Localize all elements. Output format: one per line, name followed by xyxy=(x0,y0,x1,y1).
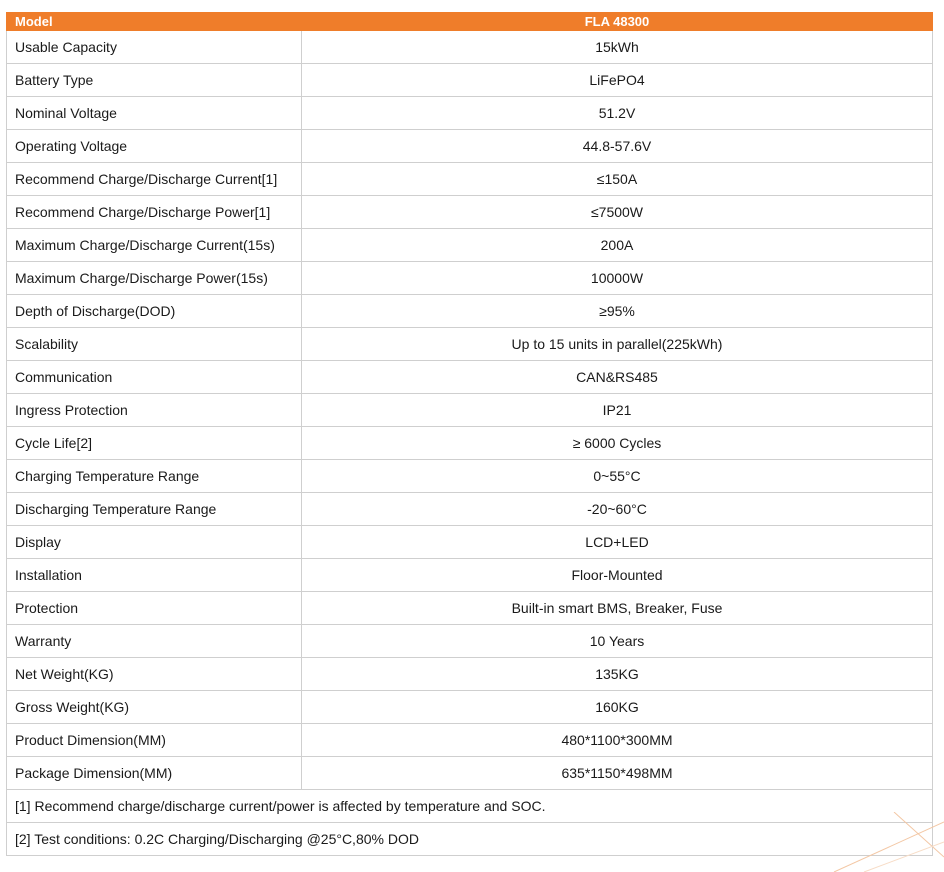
row-value: Built-in smart BMS, Breaker, Fuse xyxy=(302,592,933,625)
row-label: Protection xyxy=(7,592,302,625)
row-value: IP21 xyxy=(302,394,933,427)
row-label: Operating Voltage xyxy=(7,130,302,163)
row-value: Floor-Mounted xyxy=(302,559,933,592)
table-row xyxy=(7,625,933,658)
row-value: 160KG xyxy=(302,691,933,724)
table-row xyxy=(7,64,933,97)
table-row xyxy=(7,295,933,328)
row-label: Depth of Discharge(DOD) xyxy=(7,295,302,328)
row-label: Gross Weight(KG) xyxy=(7,691,302,724)
table-row xyxy=(7,592,933,625)
row-label: Warranty xyxy=(7,625,302,658)
table-row xyxy=(7,724,933,757)
table-row xyxy=(7,394,933,427)
row-value: Up to 15 units in parallel(225kWh) xyxy=(302,328,933,361)
table-row xyxy=(7,559,933,592)
table-header-row xyxy=(7,13,933,31)
row-value: 135KG xyxy=(302,658,933,691)
row-label: Communication xyxy=(7,361,302,394)
row-value: LCD+LED xyxy=(302,526,933,559)
row-value: 51.2V xyxy=(302,97,933,130)
row-value: 10000W xyxy=(302,262,933,295)
table-row xyxy=(7,163,933,196)
row-value: ≤7500W xyxy=(302,196,933,229)
row-value: 480*1100*300MM xyxy=(302,724,933,757)
row-label: Usable Capacity xyxy=(7,31,302,64)
table-row xyxy=(7,262,933,295)
table-row xyxy=(7,97,933,130)
row-value: LiFePO4 xyxy=(302,64,933,97)
table-row xyxy=(7,130,933,163)
row-value: 200A xyxy=(302,229,933,262)
row-value: 44.8-57.6V xyxy=(302,130,933,163)
row-label: Discharging Temperature Range xyxy=(7,493,302,526)
table-row xyxy=(7,229,933,262)
row-label: Display xyxy=(7,526,302,559)
footnote-2: [2] Test conditions: 0.2C Charging/Discharging @25°C,80% DOD xyxy=(7,823,933,856)
table-row xyxy=(7,658,933,691)
row-value: 10 Years xyxy=(302,625,933,658)
row-label: Maximum Charge/Discharge Current(15s) xyxy=(7,229,302,262)
table-row xyxy=(7,757,933,790)
row-label: Recommend Charge/Discharge Power[1] xyxy=(7,196,302,229)
row-value: -20~60°C xyxy=(302,493,933,526)
row-value: ≤150A xyxy=(302,163,933,196)
table-row xyxy=(7,493,933,526)
table-row xyxy=(7,196,933,229)
table-row xyxy=(7,361,933,394)
row-label: Package Dimension(MM) xyxy=(7,757,302,790)
row-label: Charging Temperature Range xyxy=(7,460,302,493)
table-row xyxy=(7,460,933,493)
table-row xyxy=(7,691,933,724)
row-label: Installation xyxy=(7,559,302,592)
row-value: 635*1150*498MM xyxy=(302,757,933,790)
decorative-lines xyxy=(714,812,944,872)
row-label: Maximum Charge/Discharge Power(15s) xyxy=(7,262,302,295)
row-label: Net Weight(KG) xyxy=(7,658,302,691)
row-label: Cycle Life[2] xyxy=(7,427,302,460)
row-label: Scalability xyxy=(7,328,302,361)
spec-table xyxy=(6,12,933,856)
row-value: 15kWh xyxy=(302,31,933,64)
row-value: 0~55°C xyxy=(302,460,933,493)
row-value: ≥95% xyxy=(302,295,933,328)
footnote-1: [1] Recommend charge/discharge current/power is affected by temperature and SOC. xyxy=(7,790,933,823)
row-label: Recommend Charge/Discharge Current[1] xyxy=(7,163,302,196)
table-row xyxy=(7,328,933,361)
row-label: Nominal Voltage xyxy=(7,97,302,130)
header-label: Model xyxy=(7,13,302,31)
table-row xyxy=(7,526,933,559)
header-value: FLA 48300 xyxy=(302,13,933,31)
row-value: CAN&RS485 xyxy=(302,361,933,394)
table-row xyxy=(7,31,933,64)
row-value: ≥ 6000 Cycles xyxy=(302,427,933,460)
row-label: Battery Type xyxy=(7,64,302,97)
table-row xyxy=(7,427,933,460)
row-label: Ingress Protection xyxy=(7,394,302,427)
row-label: Product Dimension(MM) xyxy=(7,724,302,757)
